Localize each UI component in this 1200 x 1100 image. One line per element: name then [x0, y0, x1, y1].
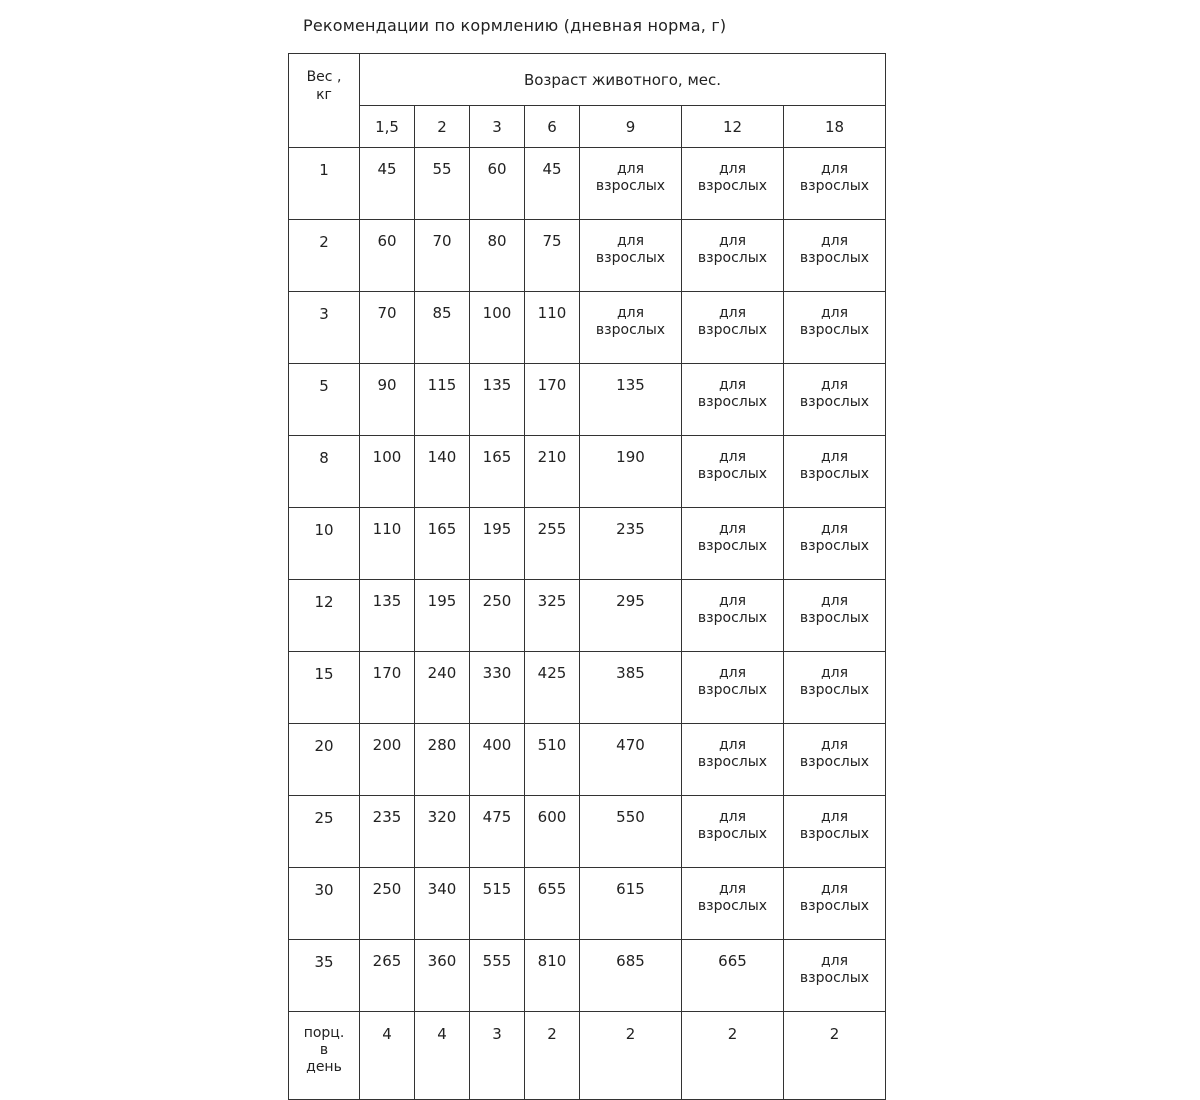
portion-grams-cell: 655 [525, 868, 580, 940]
weight-cell: 12 [289, 580, 360, 652]
portion-grams-cell: 200 [360, 724, 415, 796]
adult-cell-line: для [820, 593, 849, 609]
portion-grams-cell: 385 [580, 652, 682, 724]
portion-grams-cell: 75 [525, 220, 580, 292]
adult-food-cell [784, 292, 886, 364]
feeding-table-body [289, 54, 886, 1100]
portions-row [289, 1012, 886, 1100]
adult-cell-line: взрослых [799, 754, 870, 770]
adult-cell-line: взрослых [595, 322, 666, 338]
adult-cell-line: взрослых [799, 826, 870, 842]
adult-food-cell [784, 220, 886, 292]
weight-cell: 2 [289, 220, 360, 292]
portion-grams-cell: 45 [525, 148, 580, 220]
portion-grams-cell: 60 [360, 220, 415, 292]
adult-food-cell [682, 508, 784, 580]
weight-cell: 15 [289, 652, 360, 724]
adult-food-cell [784, 868, 886, 940]
weight-cell: 35 [289, 940, 360, 1012]
weight-cell: 30 [289, 868, 360, 940]
age-header-row [289, 106, 886, 148]
portions-count-cell: 3 [470, 1012, 525, 1100]
adult-cell-line: для [718, 449, 747, 465]
table-row [289, 580, 886, 652]
portion-grams-cell: 90 [360, 364, 415, 436]
adult-cell-line: для [820, 521, 849, 537]
table-row [289, 436, 886, 508]
adult-food-cell [682, 220, 784, 292]
adult-cell-line: взрослых [799, 538, 870, 554]
adult-cell-line: для [718, 521, 747, 537]
table-row [289, 508, 886, 580]
portions-label-line: порц. [303, 1025, 345, 1041]
adult-food-cell [580, 220, 682, 292]
adult-food-cell [784, 580, 886, 652]
portion-grams-cell: 615 [580, 868, 682, 940]
adult-cell-line: для [820, 809, 849, 825]
adult-cell-line: для [616, 233, 645, 249]
adult-cell-line: для [718, 593, 747, 609]
adult-cell-line: для [718, 161, 747, 177]
age-column-header: 18 [784, 106, 886, 148]
adult-cell-line: для [718, 377, 747, 393]
adult-food-cell [682, 364, 784, 436]
portion-grams-cell: 330 [470, 652, 525, 724]
weight-cell: 5 [289, 364, 360, 436]
portion-grams-cell: 235 [580, 508, 682, 580]
portions-label-cell [289, 1012, 360, 1100]
adult-cell-line: для [718, 737, 747, 753]
adult-cell-line: взрослых [799, 178, 870, 194]
portion-grams-cell: 475 [470, 796, 525, 868]
weight-cell: 1 [289, 148, 360, 220]
adult-food-cell [682, 580, 784, 652]
adult-cell-line: для [820, 737, 849, 753]
portion-grams-cell: 250 [470, 580, 525, 652]
adult-cell-line: для [820, 233, 849, 249]
portion-grams-cell: 70 [360, 292, 415, 364]
adult-food-cell [784, 796, 886, 868]
adult-cell-line: взрослых [595, 178, 666, 194]
weight-cell: 25 [289, 796, 360, 868]
weight-column-header [289, 54, 360, 148]
portion-grams-cell: 70 [415, 220, 470, 292]
portion-grams-cell: 320 [415, 796, 470, 868]
portions-count-cell: 2 [784, 1012, 886, 1100]
adult-food-cell [784, 364, 886, 436]
adult-food-cell [784, 148, 886, 220]
adult-cell-line: взрослых [799, 250, 870, 266]
portion-grams-cell: 100 [360, 436, 415, 508]
adult-food-cell [580, 292, 682, 364]
adult-cell-line: для [718, 305, 747, 321]
adult-cell-line: взрослых [697, 250, 768, 266]
adult-food-cell [682, 652, 784, 724]
portion-grams-cell: 810 [525, 940, 580, 1012]
weight-cell: 20 [289, 724, 360, 796]
age-column-header: 6 [525, 106, 580, 148]
adult-cell-line: взрослых [697, 538, 768, 554]
weight-cell: 10 [289, 508, 360, 580]
adult-food-cell [784, 724, 886, 796]
portions-count-cell: 2 [682, 1012, 784, 1100]
weight-header-line: Вес , [306, 69, 342, 85]
age-column-header: 1,5 [360, 106, 415, 148]
portions-count-cell: 4 [360, 1012, 415, 1100]
portions-count-cell: 2 [580, 1012, 682, 1100]
portion-grams-cell: 135 [470, 364, 525, 436]
adult-food-cell [580, 148, 682, 220]
portion-grams-cell: 195 [470, 508, 525, 580]
adult-food-cell [682, 868, 784, 940]
portion-grams-cell: 470 [580, 724, 682, 796]
portion-grams-cell: 340 [415, 868, 470, 940]
portion-grams-cell: 240 [415, 652, 470, 724]
adult-cell-line: взрослых [697, 754, 768, 770]
adult-food-cell [682, 148, 784, 220]
table-row [289, 220, 886, 292]
portion-grams-cell: 85 [415, 292, 470, 364]
portion-grams-cell: 555 [470, 940, 525, 1012]
portion-grams-cell: 400 [470, 724, 525, 796]
table-row [289, 292, 886, 364]
adult-cell-line: взрослых [799, 682, 870, 698]
adult-cell-line: для [718, 665, 747, 681]
adult-food-cell [784, 652, 886, 724]
portion-grams-cell: 550 [580, 796, 682, 868]
adult-cell-line: для [718, 233, 747, 249]
adult-cell-line: для [820, 377, 849, 393]
table-row [289, 364, 886, 436]
portion-grams-cell: 250 [360, 868, 415, 940]
adult-cell-line: взрослых [799, 322, 870, 338]
adult-food-cell [784, 508, 886, 580]
weight-cell: 3 [289, 292, 360, 364]
portions-label-line: в [319, 1042, 329, 1058]
portion-grams-cell: 60 [470, 148, 525, 220]
portion-grams-cell: 80 [470, 220, 525, 292]
adult-cell-line: для [820, 881, 849, 897]
portion-grams-cell: 45 [360, 148, 415, 220]
portion-grams-cell: 510 [525, 724, 580, 796]
portion-grams-cell: 170 [360, 652, 415, 724]
portions-label-line: день [306, 1059, 342, 1075]
adult-cell-line: для [820, 665, 849, 681]
portion-grams-cell: 210 [525, 436, 580, 508]
adult-food-cell [682, 436, 784, 508]
adult-cell-line: взрослых [697, 610, 768, 626]
portion-grams-cell: 110 [525, 292, 580, 364]
adult-cell-line: для [616, 161, 645, 177]
age-column-header: 9 [580, 106, 682, 148]
portion-grams-cell: 360 [415, 940, 470, 1012]
adult-cell-line: для [820, 953, 849, 969]
adult-cell-line: взрослых [595, 250, 666, 266]
adult-cell-line: для [820, 305, 849, 321]
weight-cell: 8 [289, 436, 360, 508]
portion-grams-cell: 115 [415, 364, 470, 436]
adult-cell-line: для [820, 449, 849, 465]
portion-grams-cell: 55 [415, 148, 470, 220]
adult-cell-line: взрослых [697, 826, 768, 842]
portion-grams-cell: 165 [415, 508, 470, 580]
portion-grams-cell: 135 [360, 580, 415, 652]
portion-grams-cell: 665 [682, 940, 784, 1012]
portion-grams-cell: 235 [360, 796, 415, 868]
table-header-row [289, 54, 886, 106]
adult-food-cell [784, 436, 886, 508]
portion-grams-cell: 295 [580, 580, 682, 652]
portion-grams-cell: 280 [415, 724, 470, 796]
portion-grams-cell: 265 [360, 940, 415, 1012]
adult-cell-line: взрослых [697, 394, 768, 410]
table-row [289, 148, 886, 220]
adult-cell-line: взрослых [799, 898, 870, 914]
portions-count-cell: 4 [415, 1012, 470, 1100]
portion-grams-cell: 190 [580, 436, 682, 508]
adult-cell-line: взрослых [799, 970, 870, 986]
adult-food-cell [682, 292, 784, 364]
adult-cell-line: для [718, 881, 747, 897]
portion-grams-cell: 170 [525, 364, 580, 436]
table-row [289, 796, 886, 868]
portion-grams-cell: 100 [470, 292, 525, 364]
adult-food-cell [682, 724, 784, 796]
portion-grams-cell: 325 [525, 580, 580, 652]
feeding-table [288, 53, 886, 1100]
portion-grams-cell: 140 [415, 436, 470, 508]
adult-cell-line: взрослых [799, 394, 870, 410]
adult-cell-line: взрослых [697, 466, 768, 482]
adult-cell-line: взрослых [799, 466, 870, 482]
portion-grams-cell: 165 [470, 436, 525, 508]
adult-cell-line: для [718, 809, 747, 825]
portion-grams-cell: 685 [580, 940, 682, 1012]
portions-count-cell: 2 [525, 1012, 580, 1100]
table-row [289, 652, 886, 724]
age-column-header: 12 [682, 106, 784, 148]
adult-food-cell [682, 796, 784, 868]
adult-cell-line: для [616, 305, 645, 321]
portion-grams-cell: 515 [470, 868, 525, 940]
age-group-header: Возраст животного, мес. [360, 54, 886, 106]
portion-grams-cell: 135 [580, 364, 682, 436]
portion-grams-cell: 110 [360, 508, 415, 580]
age-column-header: 3 [470, 106, 525, 148]
adult-cell-line: взрослых [799, 610, 870, 626]
table-row [289, 868, 886, 940]
portion-grams-cell: 195 [415, 580, 470, 652]
weight-header-unit: кг [316, 87, 332, 103]
adult-cell-line: взрослых [697, 322, 768, 338]
table-row [289, 724, 886, 796]
portion-grams-cell: 425 [525, 652, 580, 724]
adult-cell-line: взрослых [697, 682, 768, 698]
adult-cell-line: для [820, 161, 849, 177]
portion-grams-cell: 600 [525, 796, 580, 868]
table-caption: Рекомендации по кормлению (дневная норма, г) [303, 16, 727, 35]
portion-grams-cell: 255 [525, 508, 580, 580]
adult-cell-line: взрослых [697, 178, 768, 194]
age-column-header: 2 [415, 106, 470, 148]
adult-cell-line: взрослых [697, 898, 768, 914]
